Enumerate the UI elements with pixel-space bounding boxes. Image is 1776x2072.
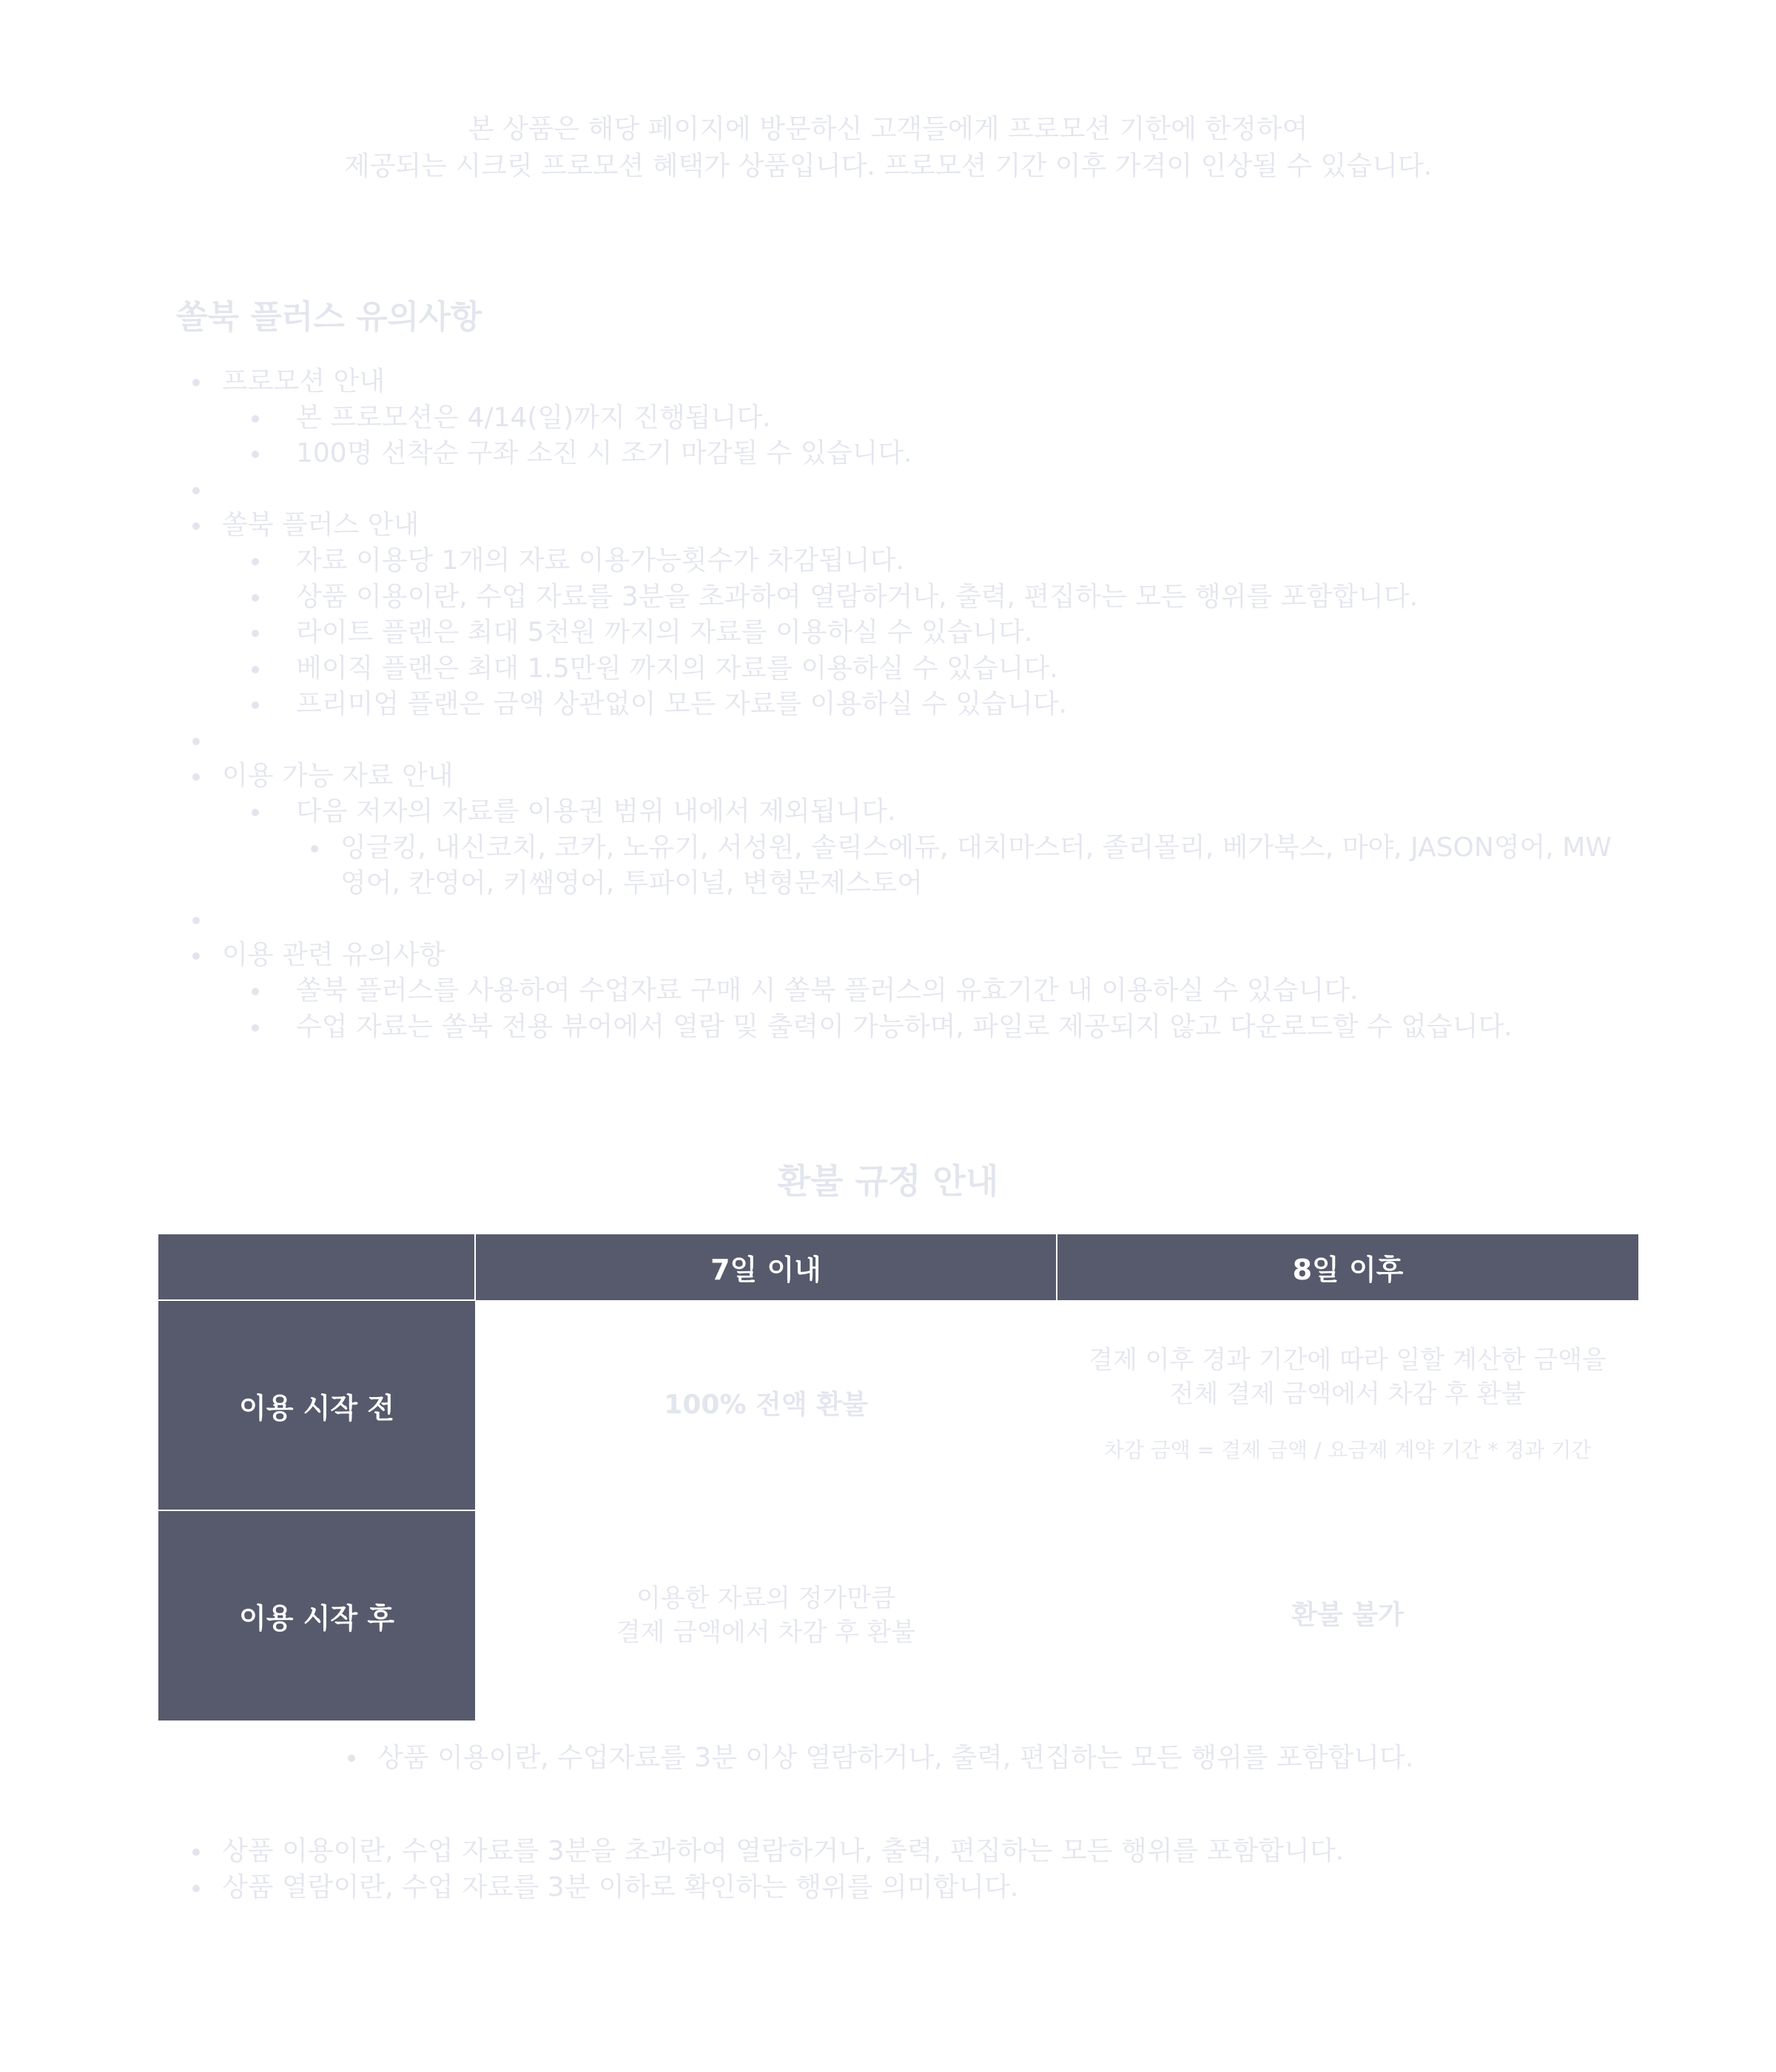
table-header-row: [158, 1234, 1638, 1300]
table-row: [158, 1300, 1638, 1510]
table-row: [158, 1510, 1638, 1720]
list-item: 라이트 플랜은 최대 5천원 까지의 자료를 이용하실 수 있습니다.: [266, 615, 1628, 651]
full-refund-text: 100% 전액 환불: [664, 1390, 868, 1420]
notice-group-usage: [192, 938, 1628, 1046]
cell-before-within7: [475, 1300, 1057, 1510]
group-label: 쏠북 플러스 안내: [222, 509, 420, 540]
group-items: [266, 973, 1628, 1045]
header-within-7-days: 7일 이내: [475, 1234, 1057, 1300]
list-item: 쏠북 플러스를 사용하여 수업자료 구매 시 쏠북 플러스의 유효기간 내 이용하실 수 있습니다.: [266, 973, 1628, 1009]
row-label-before-use: 이용 시작 전: [158, 1300, 475, 1510]
cell-line: 결제 금액에서 차감 후 환불: [616, 1618, 916, 1647]
refund-title: 환불 규정 안내: [777, 1161, 999, 1201]
list-item: 100명 선착순 구좌 소진 시 조기 마감될 수 있습니다.: [266, 436, 1628, 472]
table-note: 상품 이용이란, 수업자료를 3분 이상 열람하거나, 출력, 편집하는 모든 행위를 포함합니다.: [377, 1740, 1413, 1776]
cell-after-after8: [1057, 1510, 1638, 1720]
list-item: 본 프로모션은 4/14(일)까지 진행됩니다.: [266, 400, 1628, 437]
spacer: [192, 902, 1628, 938]
spacer: [192, 723, 1628, 758]
list-item: [266, 794, 1628, 902]
cell-line: 결제 이후 경과 기간에 따라 일할 계산한 금액을: [1089, 1345, 1607, 1375]
cell-line: 전체 결제 금액에서 차감 후 환불: [1169, 1379, 1526, 1409]
promo-line: 본 상품은 해당 페이지에 방문하신 고객들에게 프로모션 기한에 한정하여: [468, 114, 1308, 144]
notice-group-promotion: [192, 364, 1628, 472]
row-label-after-use: 이용 시작 후: [158, 1510, 475, 1720]
group-items: [266, 794, 1628, 902]
promo-notice: [0, 111, 1776, 185]
refund-table: [158, 1234, 1638, 1720]
cell-before-after8: [1057, 1300, 1638, 1510]
group-label: 프로모션 안내: [222, 366, 386, 397]
deduction-formula: 차감 금액 = 결제 금액 / 요금제 계약 기간 * 경과 기간: [1103, 1438, 1592, 1462]
cell-line: 이용한 자료의 정가만큼: [636, 1584, 896, 1613]
header-after-8-days: 8일 이후: [1057, 1234, 1638, 1300]
list-item: 상품 이용이란, 수업 자료를 3분을 초과하여 열람하거나, 출력, 편집하는 모든 행위를 포함합니다.: [266, 579, 1628, 616]
list-item: 자료 이용당 1개의 자료 이용가능횟수가 차감됩니다.: [266, 543, 1628, 579]
footer-list: [192, 1834, 1628, 1906]
list-item-text: 다음 저자의 자료를 이용권 범위 내에서 제외됩니다.: [296, 796, 896, 827]
list-item: 프리미엄 플랜은 금액 상관없이 모든 자료를 이용하실 수 있습니다.: [266, 687, 1628, 723]
spacer: [192, 472, 1628, 508]
cell-after-within7: [475, 1510, 1057, 1720]
notice-group-plus: [192, 508, 1628, 723]
group-label: 이용 가능 자료 안내: [222, 760, 454, 791]
list-item: 상품 이용이란, 수업 자료를 3분을 초과하여 열람하거나, 출력, 편집하는 모든 행위를 포함합니다.: [192, 1834, 1628, 1870]
group-items: [266, 400, 1628, 472]
group-items: [266, 543, 1628, 723]
group-label: 이용 관련 유의사항: [222, 939, 445, 970]
list-item: 베이직 플랜은 최대 1.5만원 까지의 자료를 이용하실 수 있습니다.: [266, 651, 1628, 687]
notice-group-available: [192, 758, 1628, 902]
excluded-authors-item: 잉글킹, 내신코치, 코카, 노유기, 서성원, 솔릭스에듀, 대치마스터, 졸리몰리, 베가북스, 마야, JASON영어, MW영어, 칸영어, 키쌤영어, 투파이널, 변형문제스토어: [311, 830, 1628, 902]
list-item: 수업 자료는 쏠북 전용 뷰어에서 열람 및 출력이 가능하며, 파일로 제공되지 않고 다운로드할 수 없습니다.: [266, 1009, 1628, 1046]
list-item: 상품 열람이란, 수업 자료를 3분 이하로 확인하는 행위를 의미합니다.: [192, 1870, 1628, 1906]
header-empty: [158, 1234, 475, 1300]
excluded-authors: [311, 830, 1628, 902]
notice-title: 쏠북 플러스 유의사항: [176, 298, 482, 336]
promo-line: 제공되는 시크릿 프로모션 혜택가 상품입니다. 프로모션 기간 이후 가격이 인상될 수 있습니다.: [343, 151, 1433, 181]
no-refund-text: 환불 불가: [1291, 1600, 1404, 1630]
notice-list: [192, 364, 1628, 1045]
